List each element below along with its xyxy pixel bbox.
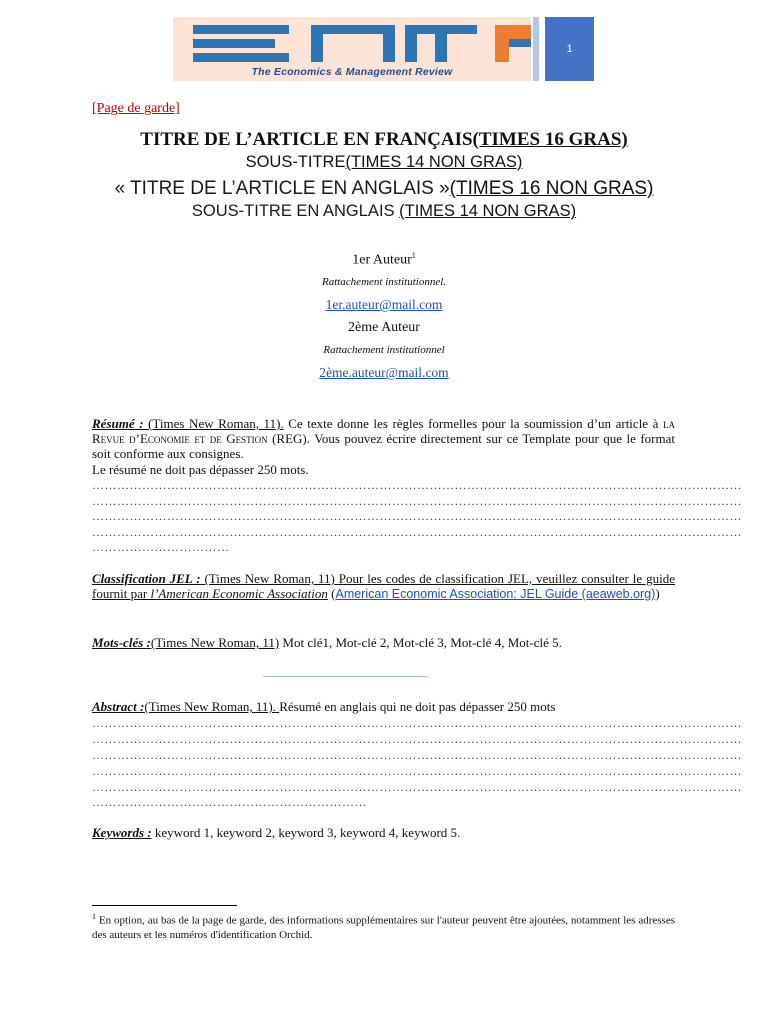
resume-text-1: Ce texte donne les règles formelles pour la soumission d’un article à: [283, 416, 663, 431]
resume-placeholder-line: …………………………………………………………………………………………………………………………………………: [92, 509, 742, 523]
motscles-format: (Times New Roman, 11): [150, 635, 280, 650]
jel-guide-link[interactable]: American Economic Association: JEL Guide (aeaweb.org): [335, 587, 656, 601]
french-subtitle-text: SOUS-TITRE: [245, 153, 346, 171]
english-subtitle-text: SOUS-TITRE EN ANGLAIS: [191, 202, 400, 220]
footnote-text: En option, au bas de la page de garde, des informations supplémentaires sur l'auteur peuvent être ajoutées, notamment les adresses des auteurs et les numéros d'identification Orchid.: [92, 914, 675, 941]
resume-placeholder-line: …………………………………………………………………………………………………………………………………………: [92, 494, 742, 508]
motscles-label: Mots-clés :: [92, 635, 151, 650]
jel-label: Classification JEL :: [92, 571, 201, 586]
logo-tagline: The Economics & Management Review: [251, 66, 453, 78]
author-2-name-text: 2ème Auteur: [348, 320, 420, 335]
keywords-label: Keywords :: [92, 825, 152, 840]
resume-text-2: (REG). Vous pouvez écrire directement sur ce Template pour que le format soit conforme aux consignes.: [92, 431, 675, 461]
jel-paragraph: [92, 571, 675, 602]
french-title-text: TITRE DE L’ARTICLE EN FRANÇAIS: [140, 129, 473, 150]
french-subtitle: [0, 153, 768, 172]
resume-placeholder-line: …………………………………………………………………………………………………………………………………………: [92, 525, 742, 539]
resume-paragraph: [92, 416, 675, 461]
english-title-note: (TIMES 16 NON GRAS): [449, 178, 654, 199]
header-divider: [533, 17, 539, 81]
english-title: [0, 178, 768, 200]
english-title-text: « TITRE DE L’ARTICLE EN ANGLAIS »: [114, 178, 450, 199]
french-title: [0, 129, 768, 151]
footnote: [92, 910, 675, 942]
french-subtitle-note: (TIMES 14 NON GRAS): [345, 153, 523, 171]
author-1-footnote-ref: 1: [411, 251, 416, 260]
resume-format: (Times New Roman, 11).: [143, 416, 284, 431]
journal-logo: [173, 17, 531, 81]
abstract-text: Résumé en anglais qui ne doit pas dépasser 250 mots: [279, 699, 556, 714]
abstract-paragraph: [92, 699, 675, 714]
abstract-placeholder-line: …………………………………………………………………………………………………………………………………………: [92, 780, 742, 794]
author-2-name: [0, 320, 768, 336]
motscles-paragraph: [92, 635, 675, 650]
abstract-placeholder-line: …………………………………………………………………………………………………………………………………………: [92, 748, 742, 762]
author-1-name: [0, 251, 768, 269]
jel-text-3: ): [655, 586, 660, 601]
abstract-placeholder-line: …………………………………………………………………………………………………………………………………………: [92, 732, 742, 746]
french-title-note: (TIMES 16 GRAS): [472, 129, 628, 150]
footnote-marker: 1: [92, 912, 96, 921]
keywords-text: keyword 1, keyword 2, keyword 3, keyword 4, keyword 5.: [151, 825, 461, 840]
abstract-placeholder-line: …………………………………………………………: [92, 795, 367, 809]
jel-text-1: (Times New Roman, 11) Pour les codes de classification JEL, veuillez consulter le guide fournit par: [92, 571, 675, 601]
author-1-affiliation: Rattachement institutionnel.: [321, 276, 447, 288]
english-subtitle: [0, 202, 768, 221]
abstract-format: (Times New Roman, 11).: [144, 699, 280, 714]
resume-placeholder-line: ……………………………: [92, 540, 230, 554]
footnote-separator: [92, 905, 237, 906]
author-2-affiliation: Rattachement institutionnel: [323, 344, 445, 356]
author-1-name-text: 1er Auteur: [352, 252, 412, 268]
jel-text-2: (: [327, 586, 336, 601]
resume-placeholder-line: …………………………………………………………………………………………………………………………………………: [92, 478, 742, 492]
abstract-placeholder-line: …………………………………………………………………………………………………………………………………………: [92, 764, 742, 778]
resume-journal: la Revue d’Economie et de Gestion: [92, 416, 675, 446]
abstract-label: Abstract :: [92, 699, 145, 714]
page-label: [Page de garde]: [92, 101, 180, 116]
page-number: 1: [545, 17, 594, 81]
author-2-email-link[interactable]: 2ème.auteur@mail.com: [319, 365, 449, 380]
author-1-email-link[interactable]: 1er.auteur@mail.com: [325, 297, 443, 312]
keywords-paragraph: [92, 825, 675, 840]
resume-label: Résumé :: [92, 416, 144, 431]
section-divider: [263, 676, 428, 677]
english-subtitle-note: (TIMES 14 NON GRAS): [399, 202, 577, 220]
jel-association: l’American Economic Association: [150, 586, 328, 601]
motscles-text: Mot clé1, Mot-clé 2, Mot-clé 3, Mot-clé 4, Mot-clé 5.: [279, 635, 562, 650]
abstract-placeholder-line: …………………………………………………………………………………………………………………………………………: [92, 716, 742, 730]
resume-limit: Le résumé ne doit pas dépasser 250 mots.: [92, 462, 309, 477]
